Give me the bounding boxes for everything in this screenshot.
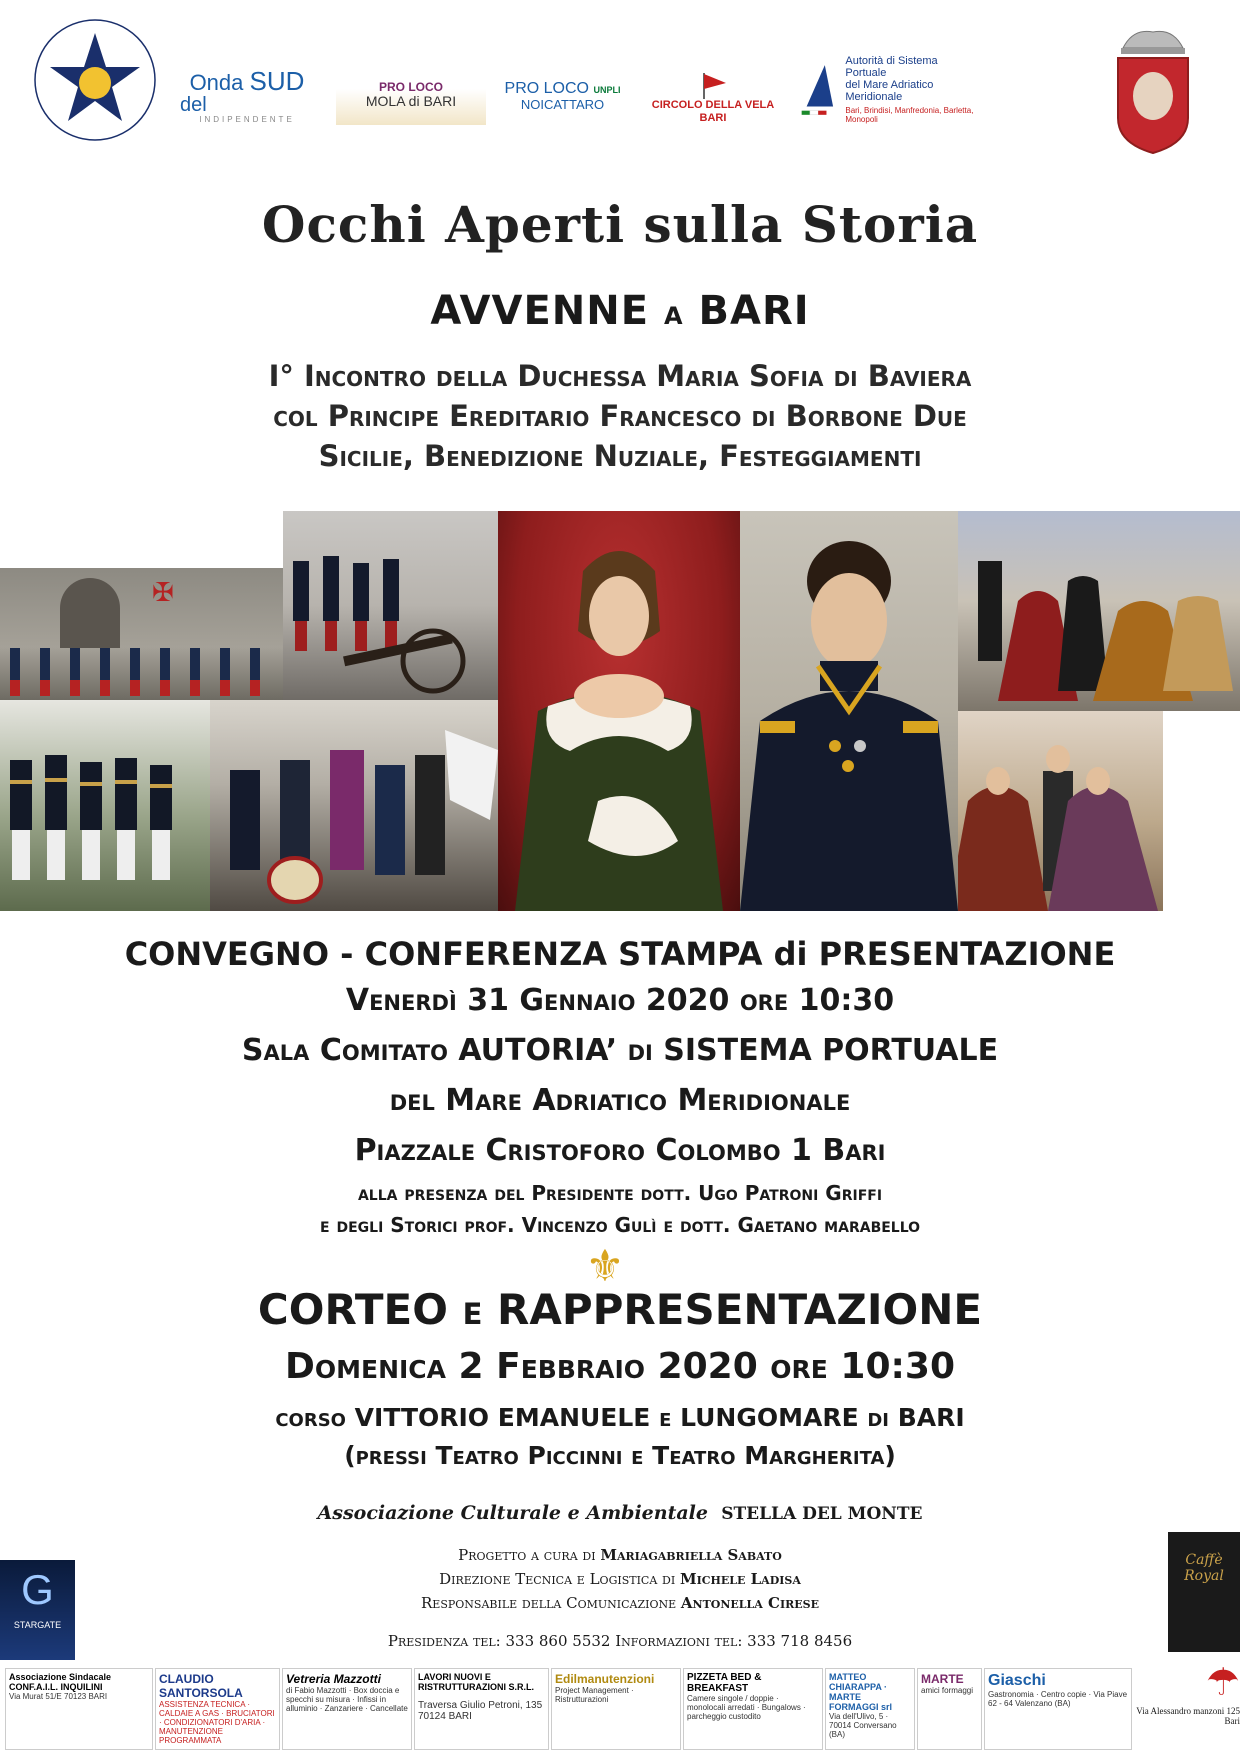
photo-soldiers-marching: [0, 700, 210, 911]
sponsor-lavori-nuovi: LAVORI NUOVI E RISTRUTTURAZIONI S.R.L. Traversa Giulio Petroni, 135 70124 BARI: [414, 1668, 549, 1750]
convegno-heading: CONVEGNO - CONFERENZA STAMPA di PRESENTAZIONE: [124, 935, 1116, 973]
stella-del-monte-logo: [30, 15, 160, 145]
contacts-line: Presidenza tel: 333 860 5532 Informazioni tel: 333 718 8456: [387, 1632, 853, 1650]
sponsor-edil: Edilmanutenzioni Project Management · Ristrutturazioni: [551, 1668, 681, 1750]
event-subtitle: I° Incontro della Duchessa Maria Sofia di Baviera col Principe Ereditario Francesco di Borbone Due Sicilie, Benedizione Nuziale, Festeggiamenti: [268, 359, 972, 473]
photo-ladies-crinoline: [958, 711, 1163, 911]
credit-direction: Direzione Tecnica e Logistica di Michele Ladisa: [439, 1570, 801, 1588]
photo-procession-drummer: [210, 700, 498, 911]
credit-communication: Responsabile della Comunicazione Antonella Cirese: [421, 1594, 819, 1612]
sail-flag-icon: [698, 71, 728, 99]
circolo-vela-logo: CIRCOLO DELLA VELA BARI: [638, 70, 788, 125]
photo-costume-parade: [958, 511, 1240, 711]
corteo-heading: CORTEO e RAPPRESENTAZIONE: [257, 1285, 983, 1334]
via-manzoni-logo: ☂ Via Alessandro manzoni 125 Bari: [1136, 1662, 1240, 1726]
sponsor-marte: MARTE amici formaggi: [917, 1668, 982, 1750]
star-emblem-icon: [30, 15, 160, 145]
sponsor-santorsola: CLAUDIO SANTORSOLA ASSISTENZA TECNICA · CALDAIE A GAS · BRUCIATORI · CONDIZIONATORI D'ARIA · MANUTENZIONE PROGRAMMATA: [155, 1668, 280, 1750]
cross-icon: ✠: [152, 578, 174, 608]
crown-shield-icon: [1103, 18, 1203, 158]
portrait-maria-sofia: [498, 511, 740, 911]
sponsor-pizzeta: PIZZETA BED & BREAKFAST Camere singole / doppie · monolocali arredati · Bungalows · parcheggio custodito: [683, 1668, 823, 1750]
main-title: Occhi Aperti sulla Storia: [261, 195, 979, 254]
photo-collage: [0, 511, 1240, 911]
convegno-venue-2: del Mare Adriatico Meridionale: [389, 1083, 851, 1118]
onda-del-sud-logo: Onda SUD del INDIPENDENTE: [180, 65, 305, 124]
sponsor-confail: Associazione Sindacale CONF.A.I.L. INQUILINI Via Murat 51/E 70123 BARI: [5, 1668, 153, 1750]
sponsor-vetreria: Vetreria Mazzotti di Fabio Mazzotti · Box doccia e specchi su misura · Infissi in alluminio · Zanzariere · Cancellate: [282, 1668, 412, 1750]
portrait-francesco-borbone: [740, 511, 958, 911]
photo-cannon-soldiers: [283, 511, 498, 700]
photo-soldiers-courtyard: [0, 568, 283, 700]
convegno-venue: Sala Comitato AUTORIA’ di SISTEMA PORTUALE: [241, 1033, 999, 1068]
corteo-location-note: (pressi Teatro Piccinni e Teatro Margherita): [344, 1441, 896, 1470]
royal-crest-logo: [1098, 18, 1208, 158]
convegno-historians: e degli Storici prof. Vincenzo Gulì e dott. Gaetano marabello: [319, 1213, 921, 1237]
association-signature: Associazione Culturale e Ambientale STELLA DEL MONTE: [317, 1502, 923, 1524]
autorita-portuale-logo: Autorità di Sistema Portuale del Mare Adriatico Meridionale Bari, Brindisi, Manfredonia, Barletta, Monopoli: [800, 50, 980, 130]
port-authority-icon: [800, 55, 841, 125]
convegno-date: Venerdì 31 Gennaio 2020 ore 10:30: [345, 983, 895, 1018]
stargate-g-icon: G: [21, 1566, 54, 1613]
sponsor-chiarappa: MATTEO CHIARAPPA · MARTE FORMAGGI srl Via dell'Ulivo, 5 · 70014 Conversano (BA): [825, 1668, 915, 1750]
avvenne-heading: AVVENNE a BARI: [430, 288, 810, 334]
mola-di-bari-logo: PRO LOCO MOLA di BARI: [336, 65, 486, 125]
fleur-de-lis-icon: ⚜: [585, 1241, 625, 1292]
umbrella-icon: ☂: [1205, 1662, 1240, 1704]
convegno-address: Piazzale Cristoforo Colombo 1 Bari: [354, 1133, 886, 1168]
convegno-president: alla presenza del Presidente dott. Ugo Patroni Griffi: [357, 1181, 883, 1205]
stargate-logo: G STARGATE: [0, 1560, 75, 1660]
credit-project: Progetto a cura di Mariagabriella Sabato: [458, 1546, 782, 1564]
corteo-date: Domenica 2 Febbraio 2020 ore 10:30: [284, 1346, 956, 1387]
caffe-royal-logo: Caffè Royal: [1168, 1532, 1240, 1652]
corteo-route: corso VITTORIO EMANUELE e LUNGOMARE di BARI: [275, 1403, 965, 1432]
proloco-noicattaro-logo: PRO LOCO UNPLI NOICATTARO: [504, 80, 621, 112]
sponsor-giaschi: Giaschi Gastronomia · Centro copie · Via Piave 62 - 64 Valenzano (BA): [984, 1668, 1132, 1750]
